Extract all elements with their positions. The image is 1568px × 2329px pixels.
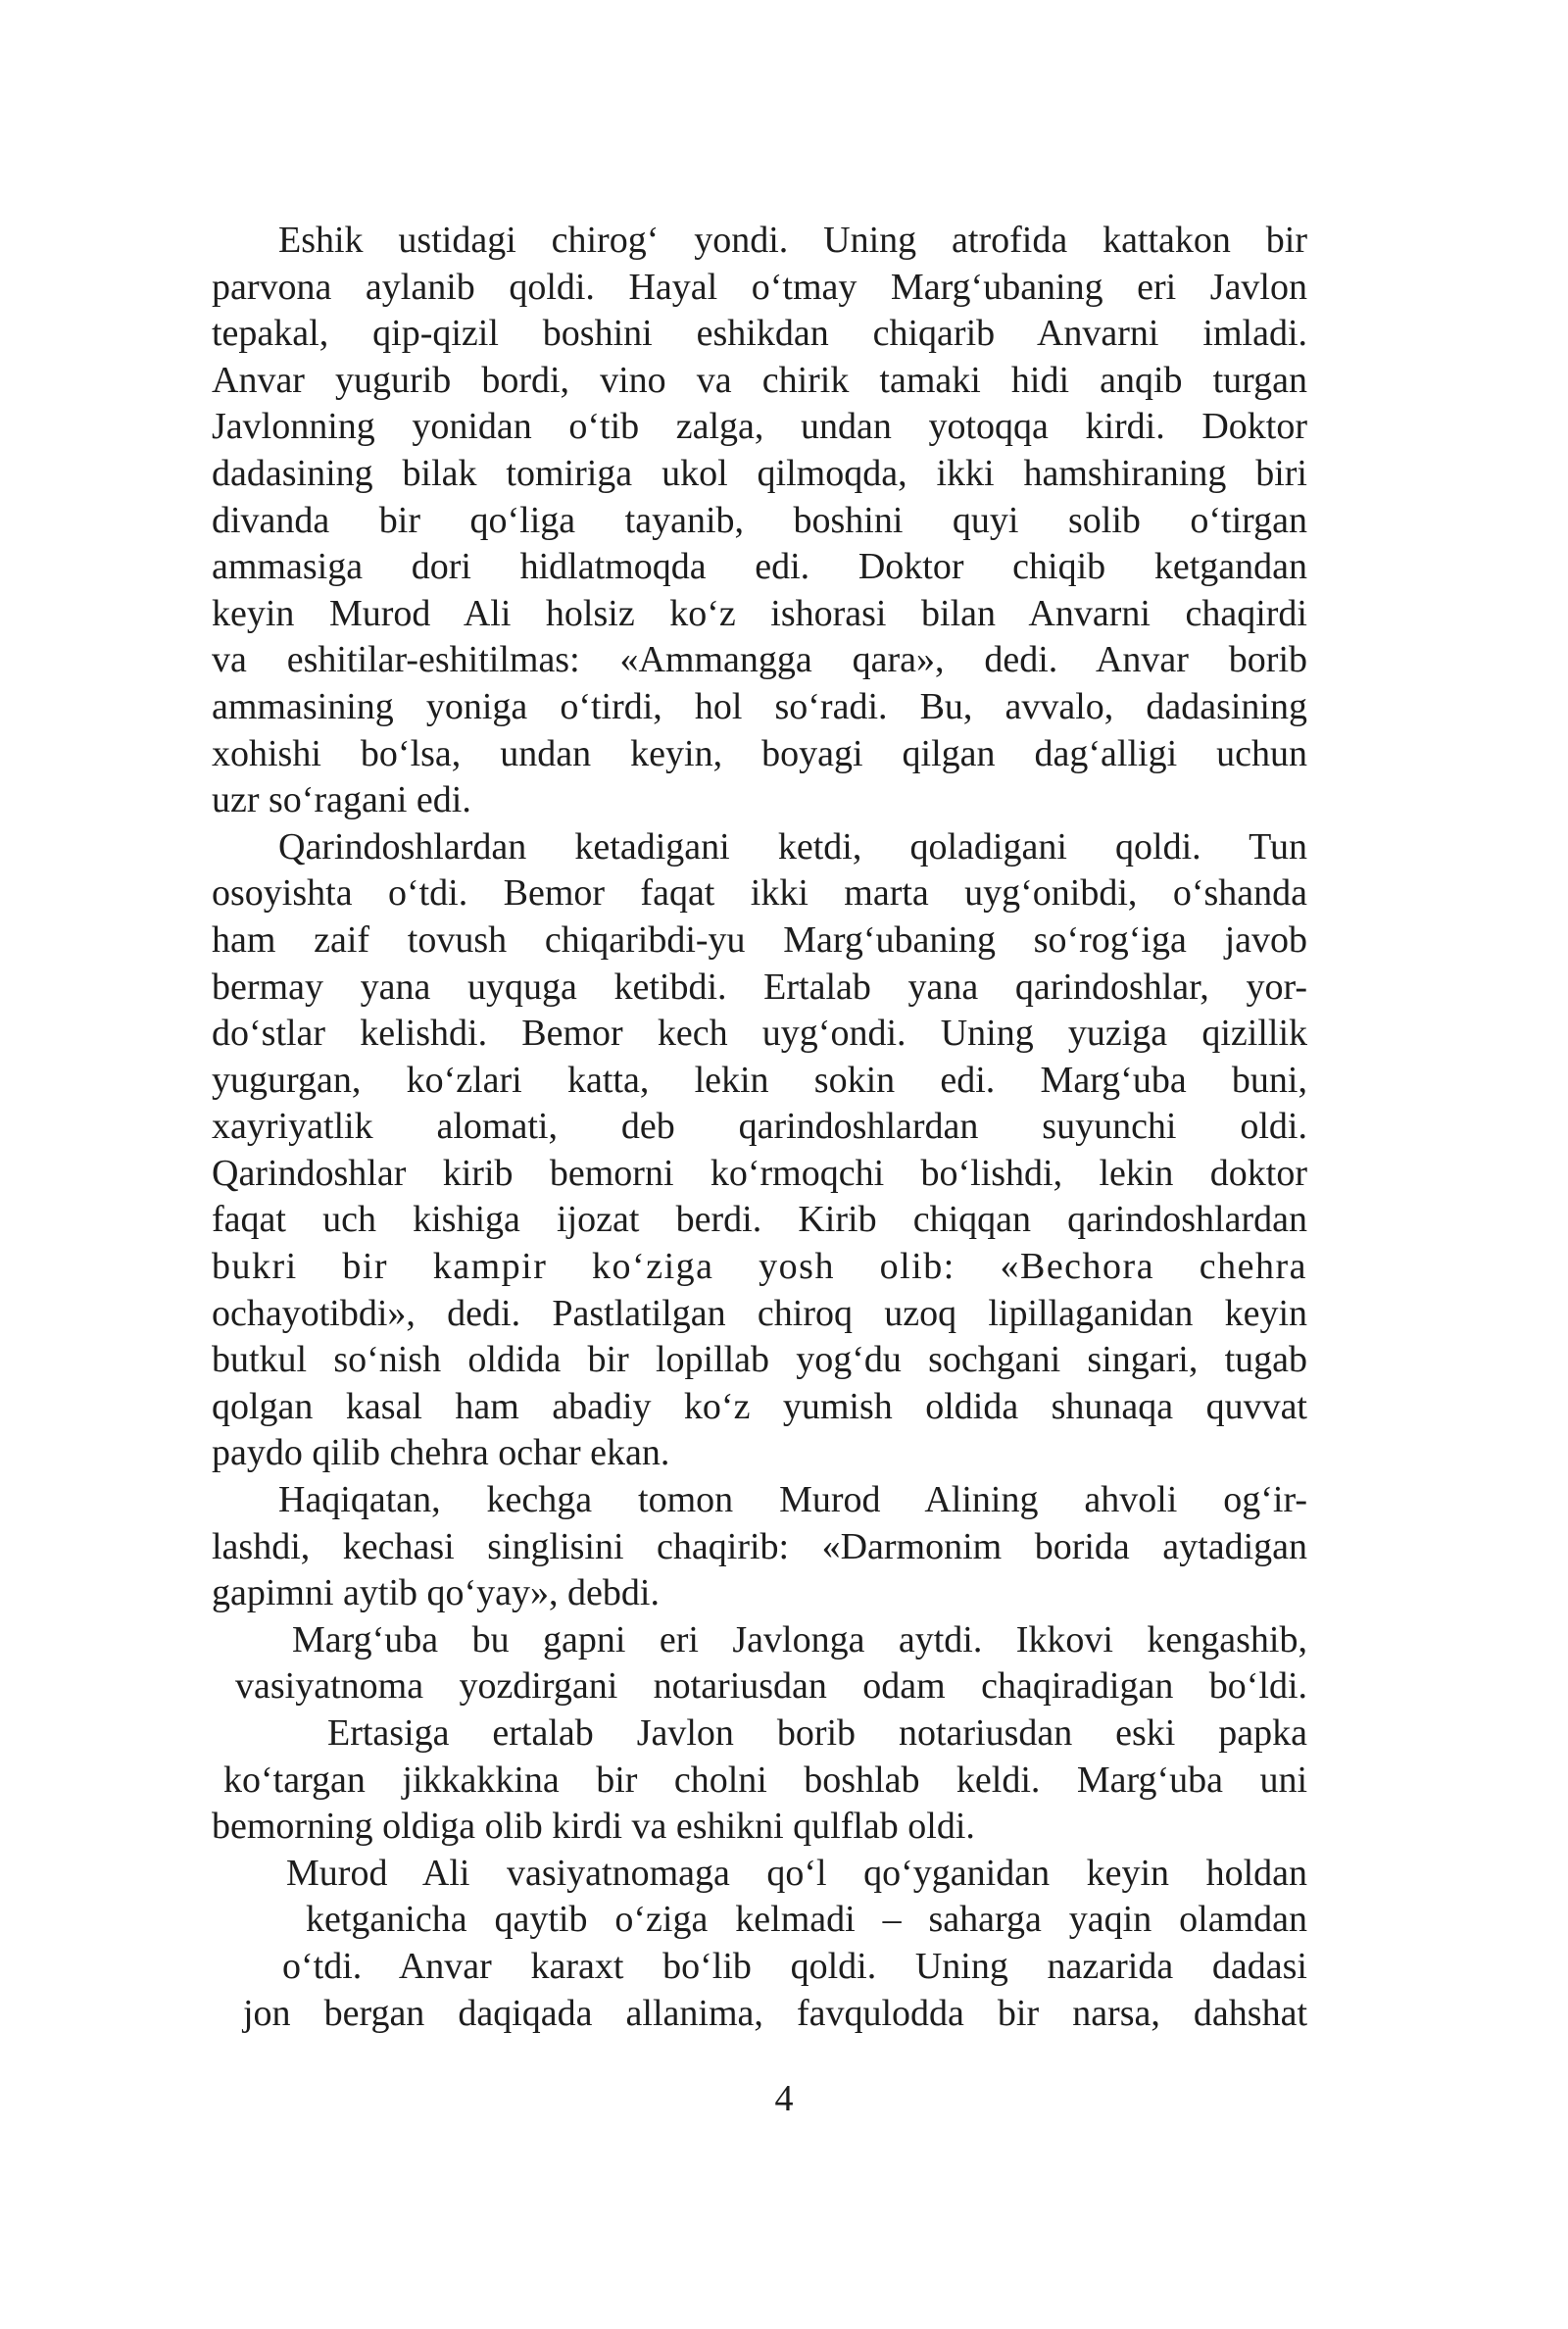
text-line: keyin Murod Ali holsiz ko‘z ishorasi bilan Anvarni chaqirdi [212,592,1307,634]
text-line: qolgan kasal ham abadiy ko‘z yumish oldida shunaqa quvvat [212,1385,1307,1427]
text-line: Javlonning yonidan o‘tib zalga, undan yotoqqa kirdi. Doktor [212,406,1307,448]
text-line: vasiyatnoma yozdirgani notariusdan odam chaqiradigan bo‘ldi. [235,1665,1307,1708]
text-line: butkul so‘nish oldida bir lopillab yog‘du sochgani singari, tugab [212,1339,1307,1381]
text-line: Eshik ustidagi chirog‘ yondi. Uning atrofida kattakon bir [278,220,1307,261]
text-line: yugurgan, ko‘zlari katta, lekin sokin edi. Marg‘uba buni, [212,1059,1307,1101]
text-line: Haqiqatan, kechga tomon Murod Alining ahvoli og‘ir- [278,1479,1307,1521]
text-line: jon bergan daqiqada allanima, favqulodda bir narsa, dahshat [243,1992,1307,2034]
text-line: dadasining bilak tomiriga ukol qilmoqda, ikki hamshiraning biri [212,452,1307,494]
page-number: 4 [774,2078,794,2119]
text-line: Qarindoshlar kirib bemorni ko‘rmoqchi bo‘lishdi, lekin doktor [212,1152,1307,1194]
text-line: faqat uch kishiga ijozat berdi. Kirib chiqqan qarindoshlardan [212,1199,1307,1241]
text-line: parvona aylanib qoldi. Hayal o‘tmay Marg‘ubaning eri Javlon [212,266,1307,308]
text-line: osoyishta o‘tdi. Bemor faqat ikki marta uyg‘onibdi, o‘shanda [212,872,1307,915]
text-line: xohishi bo‘lsa, undan keyin, boyagi qilgan dag‘alligi uchun [212,732,1307,774]
text-line: paydo qilib chehra ochar ekan. [212,1432,670,1474]
text-line: xayriyatlik alomati, deb qarindoshlardan suyunchi oldi. [212,1106,1307,1148]
page-body [212,218,1307,2037]
text-line: gapimni aytib qo‘yay», debdi. [212,1572,660,1614]
text-line: va eshitilar-eshitilmas: «Ammangga qara», dedi. Anvar borib [212,639,1307,681]
text-line: lashdi, kechasi singlisini chaqirib: «Darmonim borida aytadigan [212,1525,1307,1567]
text-line: ammasiga dori hidlatmoqda edi. Doktor chiqib ketgandan [212,546,1307,588]
text-line: bukri bir kampir ko‘ziga yosh olib: «Bechora chehra [212,1246,1307,1288]
text-line: Marg‘uba bu gapni eri Javlonga aytdi. Ikkovi kengashib, [292,1618,1307,1660]
text-line: Ertasiga ertalab Javlon borib notariusdan eski papka [327,1712,1307,1754]
text-line: Anvar yugurib bordi, vino va chirik tamaki hidi anqib turgan [212,359,1307,401]
text-line: divanda bir qo‘liga tayanib, boshini quyi solib o‘tirgan [212,499,1307,541]
text-line: Qarindoshlardan ketadigani ketdi, qoladigani qoldi. Tun [278,825,1307,867]
text-line: ham zaif tovush chiqaribdi-yu Marg‘ubaning so‘rog‘iga javob [212,918,1307,961]
text-line: tepakal, qip-qizil boshini eshikdan chiqarib Anvarni imladi. [212,313,1307,355]
text-line: ammasining yoniga o‘tirdi, hol so‘radi. Bu, avvalo, dadasining [212,685,1307,727]
text-line: bemorning oldiga olib kirdi va eshikni qulflab oldi. [212,1806,975,1848]
text-line: uzr so‘ragani edi. [212,779,471,821]
text-line: ochayotibdi», dedi. Pastlatilgan chiroq uzoq lipillaganidan keyin [212,1292,1307,1334]
text-line: do‘stlar kelishdi. Bemor kech uyg‘ondi. Uning yuziga qizillik [212,1013,1307,1055]
text-line: bermay yana uyquga ketibdi. Ertalab yana qarindoshlar, yor- [212,966,1307,1008]
text-line: o‘tdi. Anvar karaxt bo‘lib qoldi. Uning nazarida dadasi [282,1945,1307,1987]
text-line: Murod Ali vasiyatnomaga qo‘l qo‘yganidan keyin holdan [286,1852,1307,1894]
text-line: ketganicha qaytib o‘ziga kelmadi – saharga yaqin olamdan [306,1899,1307,1941]
text-line: ko‘targan jikkakkina bir cholni boshlab keldi. Marg‘uba uni [223,1759,1307,1801]
